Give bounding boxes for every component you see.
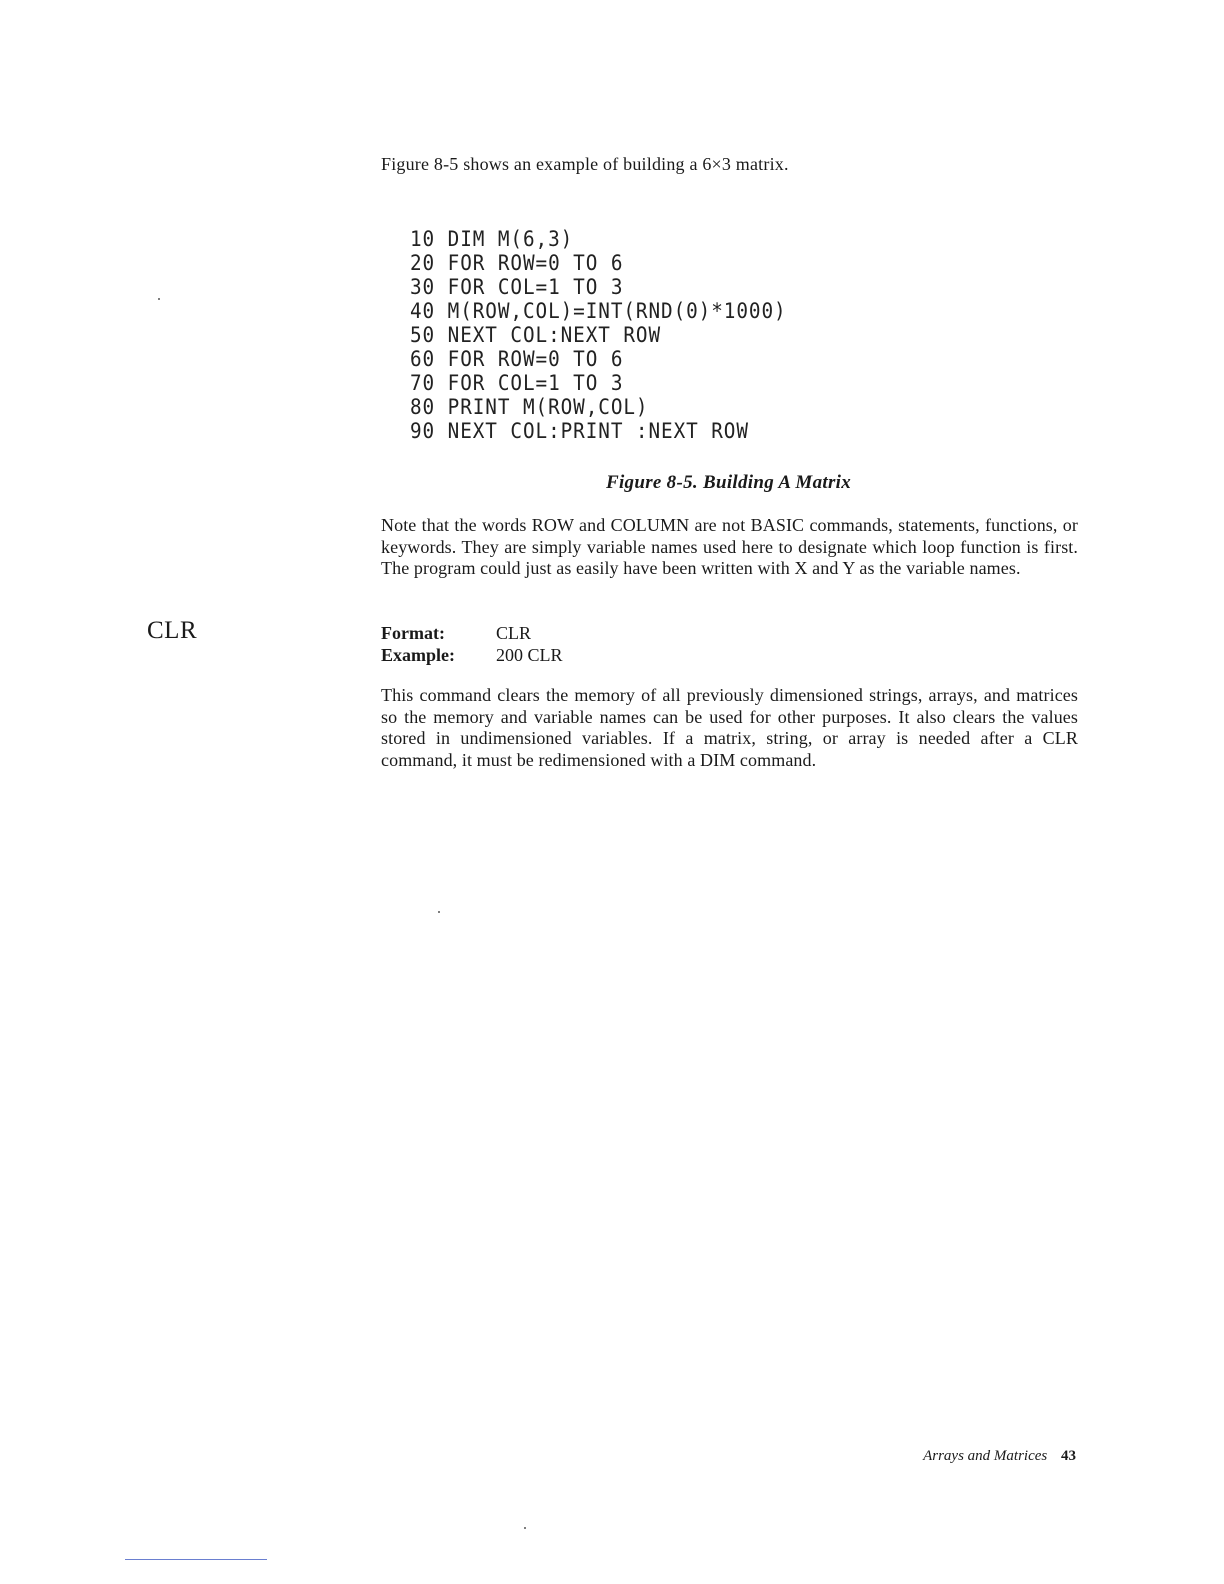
bottom-rule (125, 1559, 267, 1560)
figure-caption: Figure 8-5. Building A Matrix (605, 472, 852, 493)
code-line-20: 20 FOR ROW=0 TO 6 (410, 251, 624, 275)
page-footer (923, 1448, 1076, 1465)
code-line-90: 90 NEXT COL:PRINT :NEXT ROW (410, 419, 749, 443)
code-line-80: 80 PRINT M(ROW,COL) (410, 395, 649, 419)
example-label: Example: (381, 645, 455, 665)
footer-section-title: Arrays and Matrices (923, 1448, 1048, 1464)
command-format-block (381, 622, 563, 666)
example-value: 200 CLR (496, 645, 563, 665)
code-line-10: 10 DIM M(6,3) (410, 227, 574, 251)
code-line-30: 30 FOR COL=1 TO 3 (410, 275, 624, 299)
example-row (381, 644, 563, 666)
format-row (381, 622, 563, 644)
code-line-50: 50 NEXT COL:NEXT ROW (410, 323, 662, 347)
scan-speck (524, 1527, 526, 1529)
code-line-70: 70 FOR COL=1 TO 3 (410, 371, 624, 395)
scan-speck (438, 911, 440, 913)
code-line-60: 60 FOR ROW=0 TO 6 (410, 347, 624, 371)
section-heading-clr: CLR (147, 617, 198, 644)
code-listing (410, 227, 787, 443)
intro-text: Figure 8-5 shows an example of building a 6×3 matrix. (381, 154, 789, 174)
format-label: Format: (381, 623, 445, 643)
paragraph-note: Note that the words ROW and COLUMN are not BASIC commands, statements, functions, or keywords. They are simply variable names used here to designate which loop function is first. The program could just as easily have been written with X and Y as the variable names. (381, 515, 1078, 578)
footer-page-number: 43 (1061, 1448, 1076, 1464)
format-value: CLR (496, 623, 532, 643)
paragraph-clr-description: This command clears the memory of all previously dimensioned strings, arrays, and matrices so the memory and variable names can be used for other purposes. It also clears the values stored in undimensioned variables. If a matrix, string, or array is needed after a CLR command, it must be redimensioned with a DIM command. (381, 685, 1078, 770)
code-line-40: 40 M(ROW,COL)=INT(RND(0)*1000) (410, 299, 787, 323)
scan-speck (158, 298, 160, 300)
